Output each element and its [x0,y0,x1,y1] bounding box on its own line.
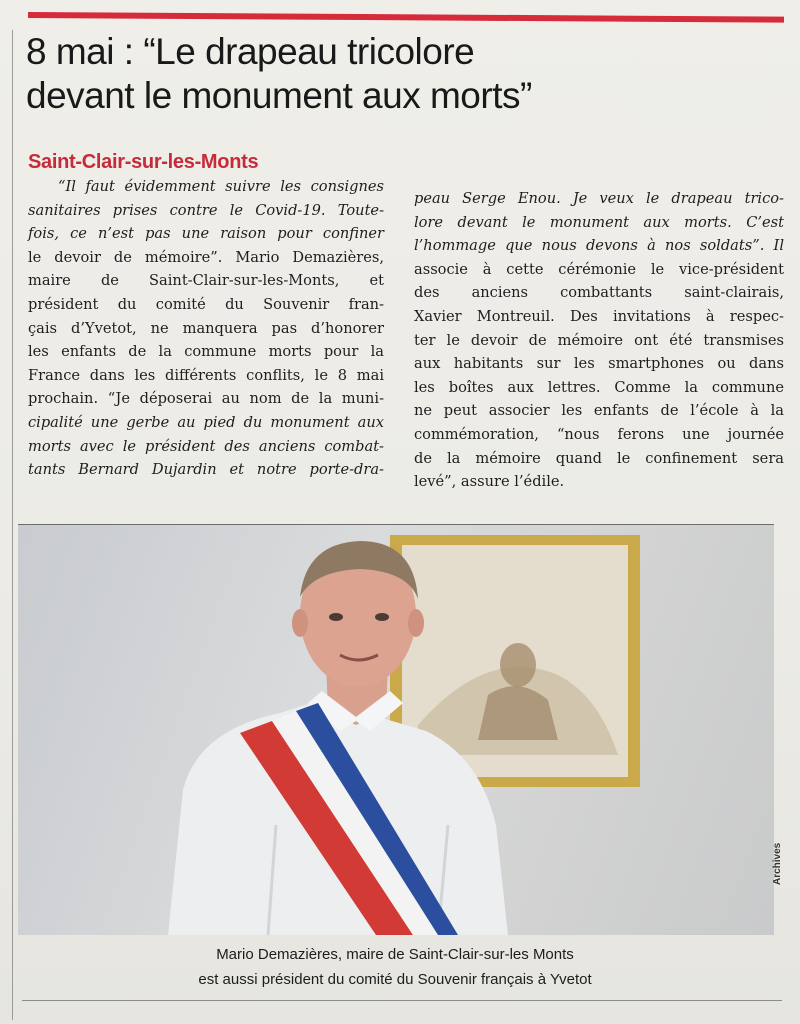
text-line: le devoir de mémoire”. Mario Demazières, [28,248,384,266]
text-line: lore devant le monument aux morts. C’est [414,213,784,231]
text-line: l’hommage que nous devons à nos soldats”. Il [414,237,784,255]
bottom-rule [22,1000,782,1001]
text-line: aux habitants sur les smartphones ou dans [414,355,784,373]
text-line: Xavier Montreuil. Des invitations à respec- [414,307,784,325]
photo-illustration [18,525,774,935]
text-line: les boîtes aux lettres. Comme la commune [414,378,784,396]
caption-line-2: est aussi président du comité du Souvenir français à Yvetot [198,971,592,988]
article-column-right [414,187,784,494]
text-line: France dans les différents conflits, le 8 mai [28,366,384,384]
headline-line-1: 8 mai : “Le drapeau tricolore [26,31,475,72]
text-line: levé”, assure l’édile. [414,473,565,491]
top-red-rule [28,12,784,23]
text-line: de la mémoire quand le confinement sera [414,449,784,467]
text-line: les enfants de la commune morts pour la [28,343,384,361]
text-line: ne peut associer les enfants de l’école à la [414,402,784,420]
article-column-left [28,175,384,482]
photo-credit: Archives [772,842,783,885]
text-line: maire de Saint-Clair-sur-les-Monts, et [28,272,384,290]
column-rule [12,30,13,1020]
headline-line-2: devant le monument aux morts” [26,75,532,116]
text-line: peau Serge Enou. Je veux le drapeau trico- [414,190,784,207]
article-photo [18,524,774,935]
text-line: ter le devoir de mémoire ont été transmises [414,331,784,349]
text-line: “Il faut évidemment suivre les consignes [58,178,384,195]
headline [26,30,766,118]
text-line: fois, ce n’est pas une raison pour confiner [28,225,384,243]
text-line: commémoration, “nous ferons une journée [414,425,784,443]
text-line: associe à cette cérémonie le vice-président [414,260,784,278]
text-line: prochain. “Je déposerai au nom de la muni- [28,390,384,408]
text-line: çais d’Yvetot, ne manquera pas d’honorer [28,319,384,337]
caption-line-1: Mario Demazières, maire de Saint-Clair-sur-les Monts [216,946,574,963]
location-kicker: Saint-Clair-sur-les-Monts [28,151,259,173]
text-line: tants Bernard Dujardin et notre porte-dra- [28,461,384,479]
text-line: sanitaires prises contre le Covid-19. Toute- [28,201,384,219]
text-line: morts avec le président des anciens combat- [28,437,384,455]
photo-caption [90,942,700,992]
text-line: cipalité une gerbe au pied du monument aux [28,413,384,431]
text-line: président du comité du Souvenir fran- [28,295,384,313]
text-line: des anciens combattants saint-clairais, [414,284,784,302]
